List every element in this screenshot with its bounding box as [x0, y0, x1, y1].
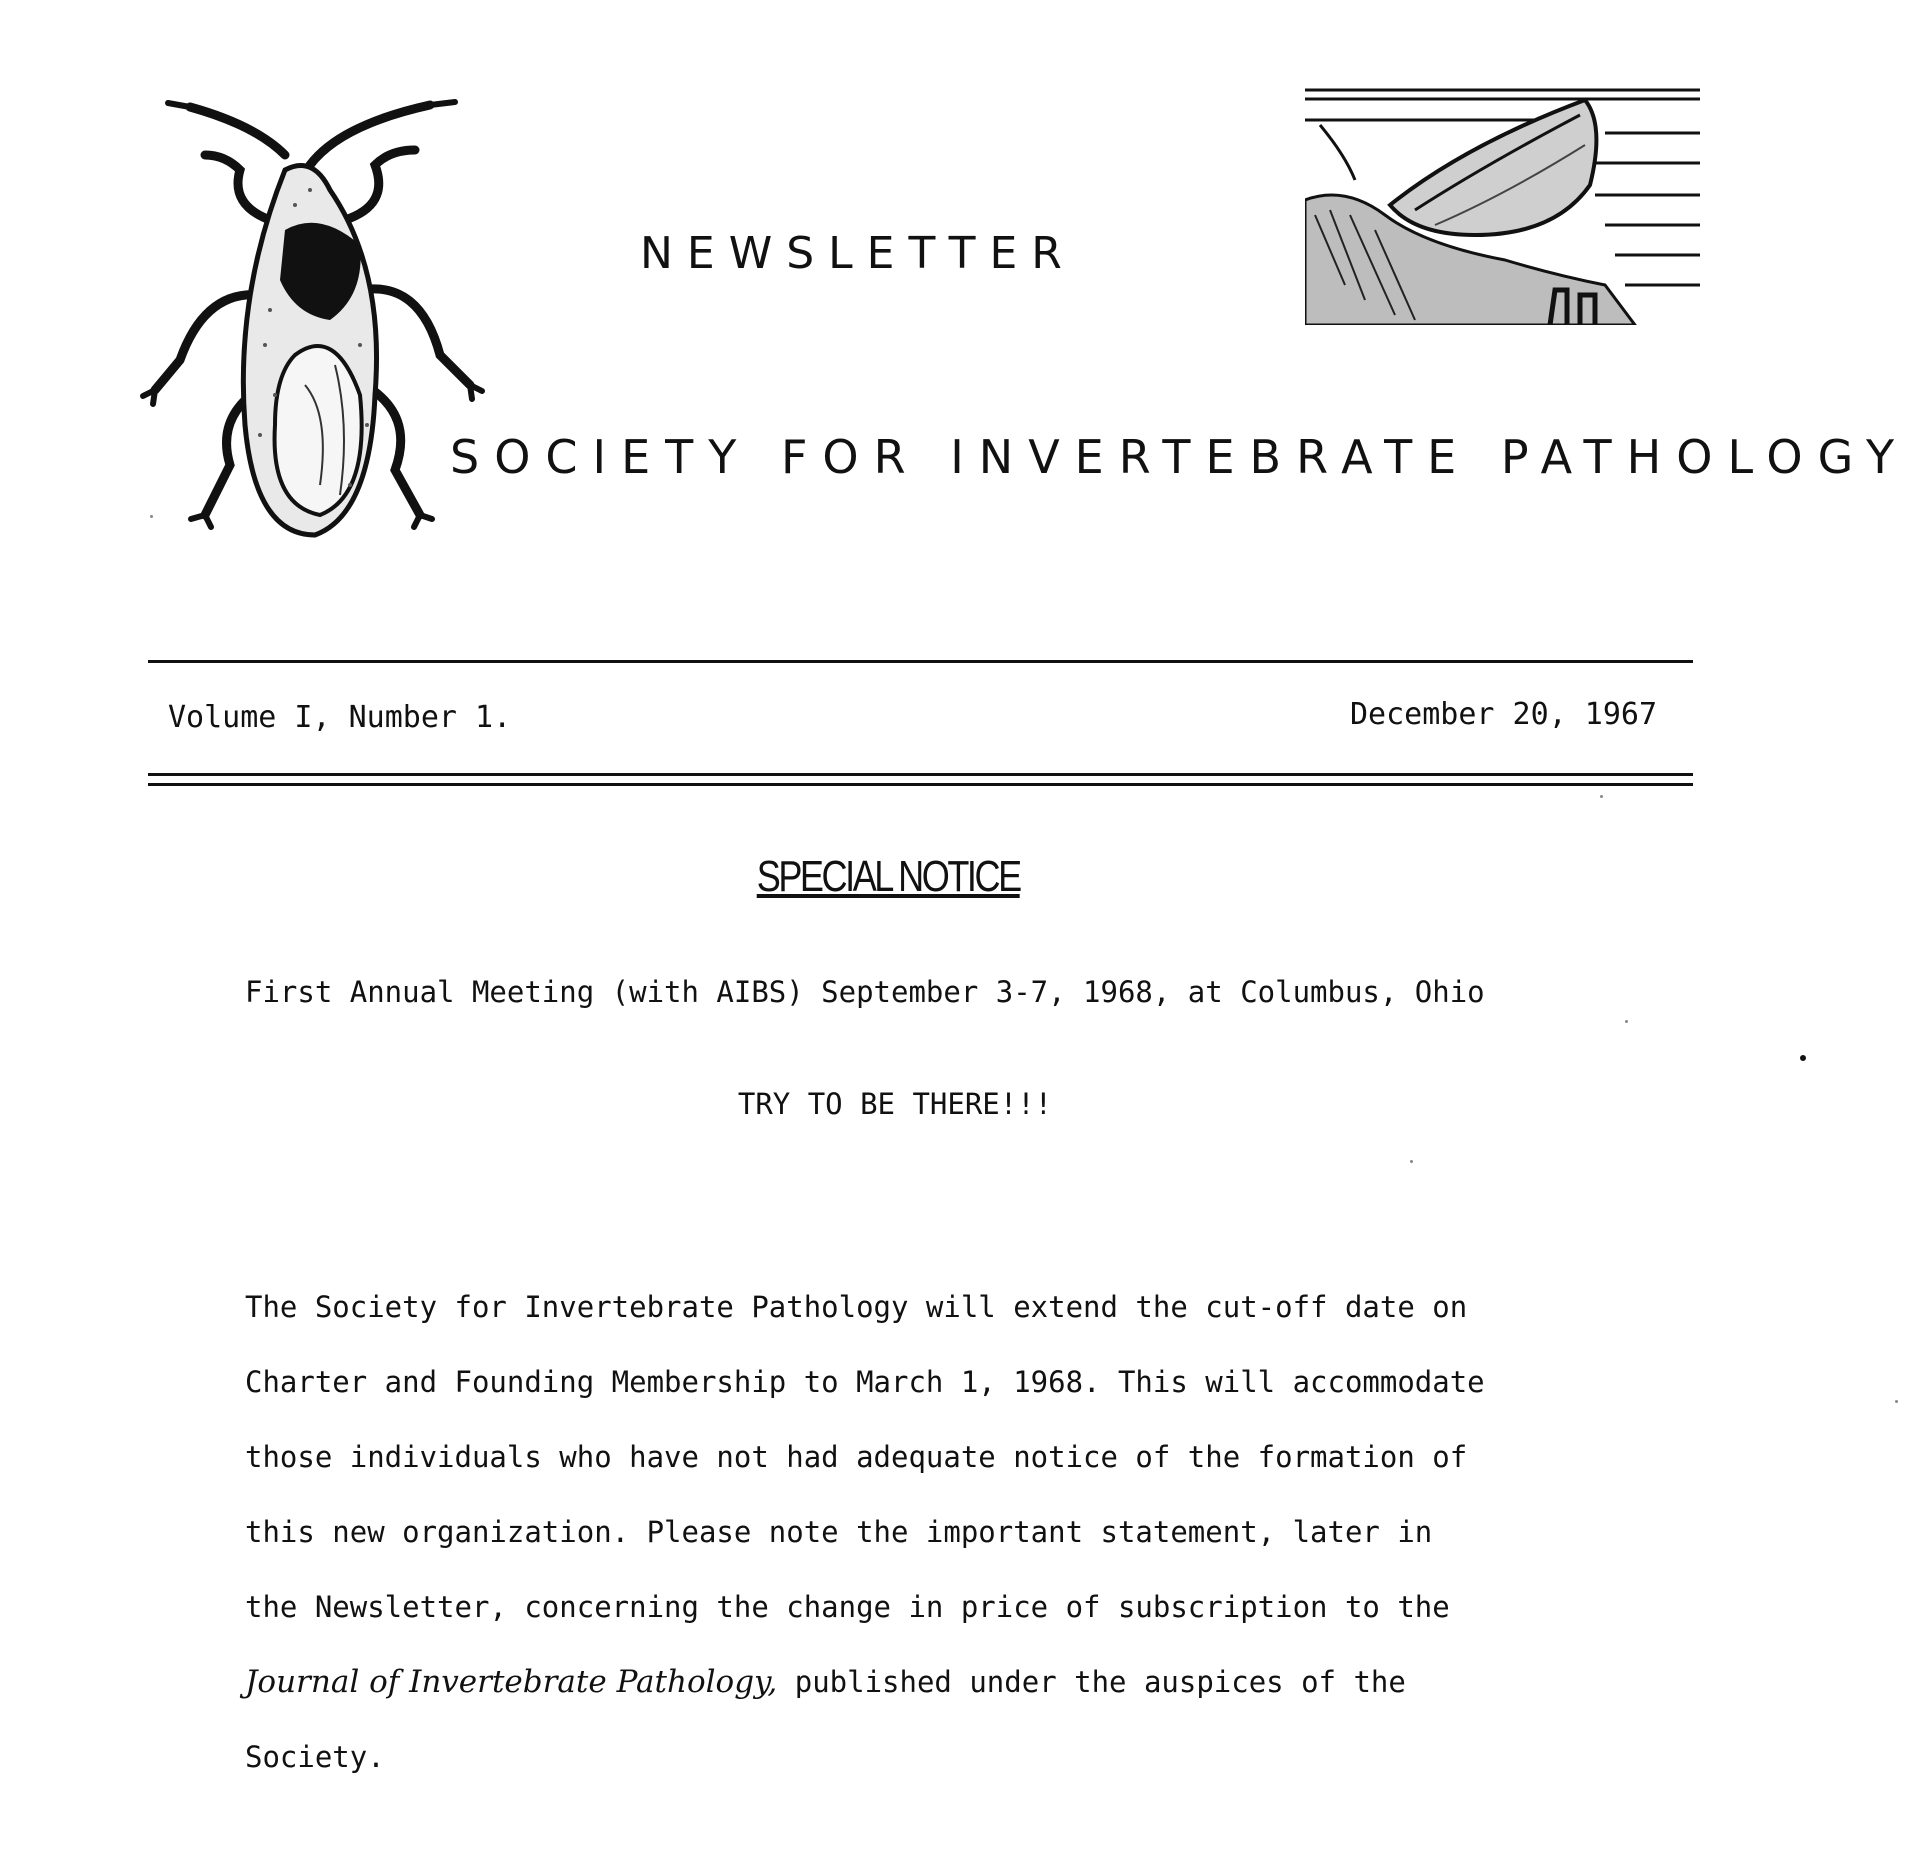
membership-paragraph — [245, 1270, 1725, 1795]
meeting-announcement: First Annual Meeting (with AIBS) September 3-7, 1968, at Columbus, Ohio — [245, 975, 1485, 1009]
paragraph-line: Charter and Founding Membership to March 1, 1968. This will accommodate — [245, 1365, 1485, 1399]
special-notice-heading: SPECIAL NOTICE — [756, 852, 1020, 901]
paragraph-line: the Newsletter, concerning the change in price of subscription to the — [245, 1590, 1450, 1624]
newsletter-title: NEWSLETTER — [640, 228, 1076, 279]
paragraph-line — [245, 1645, 1725, 1720]
journal-line-rest: published under the auspices of the — [777, 1665, 1406, 1699]
shell-illustration — [1305, 85, 1700, 325]
double-rule-upper — [148, 773, 1693, 776]
beetle-illustration — [135, 95, 495, 555]
paragraph-line: those individuals who have not had adequate notice of the formation of — [245, 1440, 1468, 1474]
volume-number: Volume I, Number 1. — [168, 700, 512, 735]
attendance-exhortation: TRY TO BE THERE!!! — [737, 1087, 1053, 1121]
paragraph-line: Society. — [245, 1740, 385, 1774]
issue-date: December 20, 1967 — [1350, 697, 1658, 732]
double-rule-lower — [148, 783, 1693, 786]
paragraph-line: this new organization. Please note the important statement, later in — [245, 1515, 1433, 1549]
paragraph-line: The Society for Invertebrate Pathology will extend the cut-off date on — [245, 1290, 1468, 1324]
journal-title: Journal of Invertebrate Pathology, — [245, 1664, 778, 1700]
top-rule — [148, 660, 1693, 663]
society-name: SOCIETY FOR INVERTEBRATE PATHOLOGY — [450, 430, 1910, 484]
